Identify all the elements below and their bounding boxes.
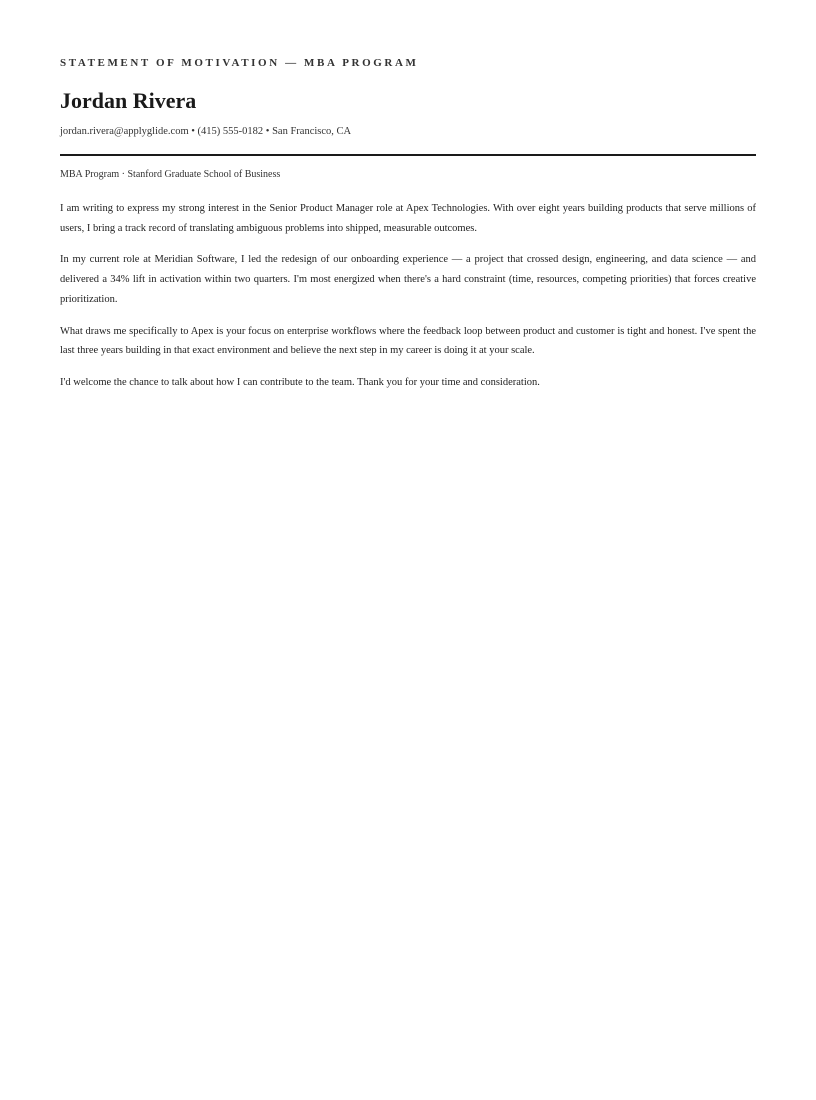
body-paragraph: What draws me specifically to Apex is your focus on enterprise workflows where the feedback loop between product and customer is tight and honest. I've spent the last three years building in that exact environment and believe the next step in my career is doing it at your scale. xyxy=(60,325,756,357)
program-line: MBA Program · Stanford Graduate School of Business xyxy=(60,169,281,180)
document-type-label: STATEMENT OF MOTIVATION — MBA PROGRAM xyxy=(60,57,419,69)
contact-line: jordan.rivera@applyglide.com • (415) 555-0182 • San Francisco, CA xyxy=(60,126,352,137)
body-paragraph: I am writing to express my strong interest in the Senior Product Manager role at Apex Technologies. With over eight years building products that serve millions of users, I bring a track record of translating ambiguous problems into shipped, measurable outcomes. xyxy=(60,203,756,234)
body-paragraph: In my current role at Meridian Software, I led the redesign of our onboarding experience — a project that crossed design, engineering, and data science — and delivered a 34% lift in activation within two quarters. I'm most energized when there's a hard constraint (time, resources, competing priorities) that forces creative prioritization. xyxy=(60,254,756,305)
header-divider xyxy=(60,154,756,156)
applicant-name: Jordan Rivera xyxy=(60,88,197,113)
body-paragraph: I'd welcome the chance to talk about how I can contribute to the team. Thank you for your time and consideration. xyxy=(60,376,540,388)
letter-body xyxy=(60,199,756,393)
